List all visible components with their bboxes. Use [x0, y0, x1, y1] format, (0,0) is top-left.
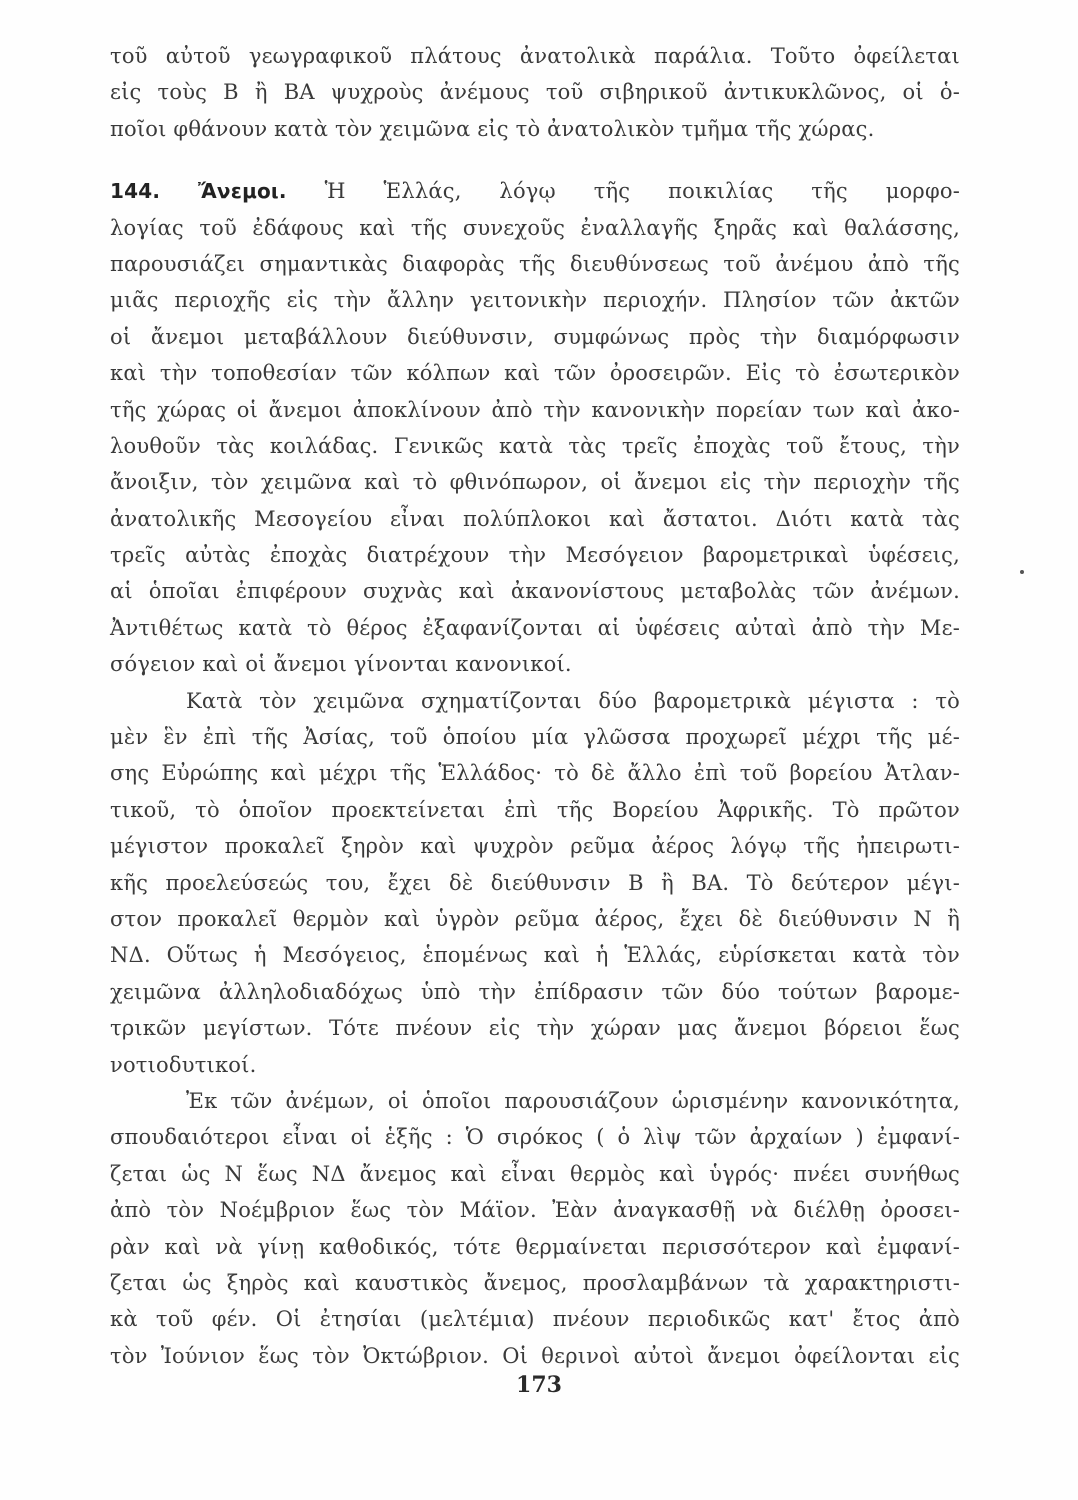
section-number: 144. — [110, 179, 161, 204]
section-first-line — [110, 173, 960, 209]
text-line: παρουσιάζει σημαντικὰς διαφορὰς τῆς διευθύνσεως τοῦ ἀνέμου ἀπὸ τῆς — [110, 251, 960, 276]
text-line: ἀνατολικῆς Μεσογείου εἶναι πολύπλοκοι καὶ ἄστατοι. Διότι κατὰ τὰς — [110, 506, 960, 531]
text-line: ζεται ὡς ξηρὸς καὶ καυστικὸς ἄνεμος, προσλαμβάνων τὰ χαρακτηριστι- — [110, 1270, 960, 1295]
text-line: τῆς χώρας οἱ ἄνεμοι ἀποκλίνουν ἀπὸ τὴν κανονικὴν πορείαν των καὶ ἀκο- — [110, 397, 960, 422]
text-line: τρικῶν μεγίστων. Τότε πνέουν εἰς τὴν χώραν μας ἄνεμοι βόρειοι ἕως — [110, 1016, 960, 1041]
text-line: κῆς προελεύσεώς του, ἔχει δὲ διεύθυνσιν Β ἢ ΒΑ. Τὸ δεύτερον μέγι- — [110, 870, 960, 895]
text-line: σόγειον καὶ οἱ ἄνεμοι γίνονται κανονικοί. — [110, 652, 572, 677]
text-line: λογίας τοῦ ἐδάφους καὶ τῆς συνεχοῦς ἐναλλαγῆς ξηρᾶς καὶ θαλάσσης, — [110, 215, 960, 240]
text-line: χειμῶνα ἀλληλοδιαδόχως ὑπὸ τὴν ἐπίδρασιν τῶν δύο τούτων βαρομε- — [110, 979, 960, 1004]
text-line: λουθοῦν τὰς κοιλάδας. Γενικῶς κατὰ τὰς τρεῖς ἐποχὰς τοῦ ἔτους, τὴν — [110, 433, 960, 458]
text-line: Κατὰ τὸν χειμῶνα σχηματίζονται δύο βαρομετρικὰ μέγιστα : τὸ — [186, 688, 960, 713]
text-line: οἱ ἄνεμοι μεταβάλλουν διεύθυνσιν, συμφώνως πρὸς τὴν διαμόρφωσιν — [110, 324, 960, 349]
section-first-line-text: Ἡ Ἑλλάς, λόγῳ τῆς ποικιλίας τῆς μορφο- — [324, 179, 960, 204]
text-line: εἰς τοὺς Β ἢ ΒΑ ψυχροὺς ἀνέμους τοῦ σιβηρικοῦ ἀντικυκλῶνος, οἱ ὁ- — [110, 80, 960, 105]
text-line: σης Εὐρώπης καὶ μέχρι τῆς Ἑλλάδος· τὸ δὲ ἄλλο ἐπὶ τοῦ βορείου Ἀτλαν- — [110, 761, 960, 786]
text-line: Ἐκ τῶν ἀνέμων, οἱ ὁποῖοι παρουσιάζουν ὡρισμένην κανονικότητα, — [186, 1088, 960, 1113]
paragraph-pressure-maxima — [110, 683, 960, 1083]
text-line: τικοῦ, τὸ ὁποῖον προεκτείνεται ἐπὶ τῆς Βορείου Ἀφρικῆς. Τὸ πρῶτον — [110, 797, 960, 822]
paragraph-regular-winds — [110, 1083, 960, 1374]
text-line: ΝΔ. Οὕτως ἡ Μεσόγειος, ἑπομένως καὶ ἡ Ἑλλάς, εὑρίσκεται κατὰ τὸν — [110, 943, 960, 968]
page-number: 173 — [516, 1372, 562, 1398]
intro-paragraph — [110, 38, 960, 147]
text-line: ἄνοιξιν, τὸν χειμῶνα καὶ τὸ φθινόπωρον, οἱ ἄνεμοι εἰς τὴν περιοχὴν τῆς — [110, 470, 960, 495]
section-144 — [110, 173, 960, 682]
text-line: μέγιστον προκαλεῖ ξηρὸν καὶ ψυχρὸν ρεῦμα ἀέρος λόγῳ τῆς ἠπειρωτι- — [110, 834, 960, 859]
text-line: μιᾶς περιοχῆς εἰς τὴν ἄλλην γειτονικὴν περιοχήν. Πλησίον τῶν ἀκτῶν — [110, 288, 960, 313]
text-line: ζεται ὡς Ν ἕως ΝΔ ἄνεμος καὶ εἶναι θερμὸς καὶ ὑγρός· πνέει συνήθως — [110, 1161, 960, 1186]
text-line: Ἀντιθέτως κατὰ τὸ θέρος ἐξαφανίζονται αἱ ὑφέσεις αὐταὶ ἀπὸ τὴν Με- — [110, 615, 960, 640]
body-text — [110, 38, 960, 1374]
text-line: κὰ τοῦ φέν. Οἱ ἐτησίαι (μελτέμια) πνέουν περιοδικῶς κατ' ἔτος ἀπὸ — [110, 1307, 960, 1332]
text-line: μὲν ἓν ἐπὶ τῆς Ἀσίας, τοῦ ὁποίου μία γλῶσσα προχωρεῖ μέχρι τῆς μέ- — [110, 725, 960, 750]
scan-speck — [1020, 570, 1024, 574]
text-line: τρεῖς αὐτὰς ἐποχὰς διατρέχουν τὴν Μεσόγειον βαρομετρικαὶ ὑφέσεις, — [110, 543, 960, 568]
text-line: νοτιοδυτικοί. — [110, 1052, 257, 1077]
text-line: τοῦ αὐτοῦ γεωγραφικοῦ πλάτους ἀνατολικὰ παράλια. Τοῦτο ὀφείλεται — [110, 44, 960, 68]
section-title: Ἄνεμοι. — [198, 179, 287, 204]
text-line: αἱ ὁποῖαι ἐπιφέρουν συχνὰς καὶ ἀκανονίστους μεταβολὰς τῶν ἀνέμων. — [110, 579, 960, 604]
text-line: τὸν Ἰούνιον ἕως τὸν Ὀκτώβριον. Οἱ θερινοὶ αὐτοὶ ἄνεμοι ὀφείλονται εἰς — [110, 1343, 960, 1368]
text-line: καὶ τὴν τοποθεσίαν τῶν κόλπων καὶ τῶν ὀροσειρῶν. Εἰς τὸ ἐσωτερικὸν — [110, 361, 960, 386]
text-line: ποῖοι φθάνουν κατὰ τὸν χειμῶνα εἰς τὸ ἀνατολικὸν τμῆμα τῆς χώρας. — [110, 116, 875, 141]
text-line: ἀπὸ τὸν Νοέμβριον ἕως τὸν Μάϊον. Ἐὰν ἀναγκασθῇ νὰ διέλθῃ ὀροσει- — [110, 1198, 960, 1223]
text-line: ρὰν καὶ νὰ γίνῃ καθοδικός, τότε θερμαίνεται περισσότερον καὶ ἐμφανί- — [110, 1234, 960, 1259]
text-line: σπουδαιότεροι εἶναι οἱ ἑξῆς : Ὁ σιρόκος ( ὁ λὶψ τῶν ἀρχαίων ) ἐμφανί- — [110, 1125, 960, 1150]
text-line: στον προκαλεῖ θερμὸν καὶ ὑγρὸν ρεῦμα ἀέρος, ἔχει δὲ διεύθυνσιν Ν ἢ — [110, 906, 960, 931]
